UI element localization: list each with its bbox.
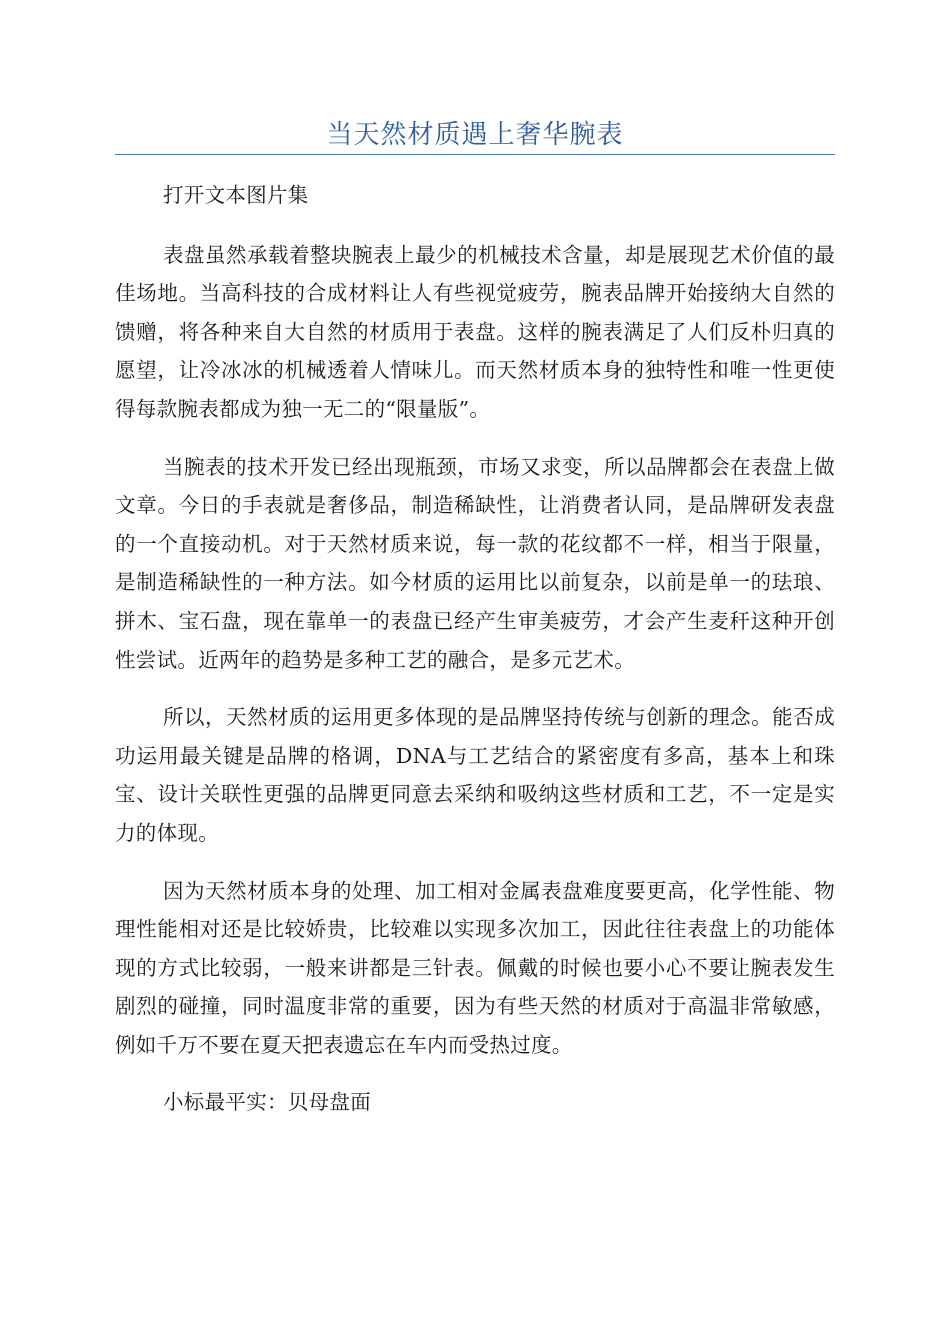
subheading: 小标最平实：贝母盘面 <box>163 1090 371 1115</box>
paragraph-1: 表盘虽然承载着整块腕表上最少的机械技术含量，却是展现艺术价值的最佳场地。当高科技的合成材料让人有些视觉疲劳，腕表品牌开始接纳大自然的馈赠，将各种来自大自然的材质用于表盘。这样的腕表满足了人们反朴归真的愿望，让冷冰冰的机械透着人情味儿。而天然材质本身的独特性和唯一性更使得每款腕表都成为独一无二的“限量版”。 <box>115 242 835 421</box>
paragraph-3: 所以，天然材质的运用更多体现的是品牌坚持传统与创新的理念。能否成功运用最关键是品牌的格调，DNA与工艺结合的紧密度有多高，基本上和珠宝、设计关联性更强的品牌更同意去采纳和吸纳这些材质和工艺，不一定是实力的体现。 <box>115 705 835 845</box>
title-underline <box>115 154 835 155</box>
paragraph-2: 当腕表的技术开发已经出现瓶颈，市场又求变，所以品牌都会在表盘上做文章。今日的手表就是奢侈品，制造稀缺性，让消费者认同，是品牌研发表盘的一个直接动机。对于天然材质来说，每一款的花纹都不一样，相当于限量，是制造稀缺性的一种方法。如今材质的运用比以前复杂，以前是单一的珐琅、拼木、宝石盘，现在靠单一的表盘已经产生审美疲劳，才会产生麦秆这种开创性尝试。近两年的趋势是多种工艺的融合，是多元艺术。 <box>115 454 835 672</box>
paragraph-4: 因为天然材质本身的处理、加工相对金属表盘难度要更高，化学性能、物理性能相对还是比较娇贵，比较难以实现多次加工，因此往往表盘上的功能体现的方式比较弱，一般来讲都是三针表。佩戴的时候也要小心不要让腕表发生剧烈的碰撞，同时温度非常的重要，因为有些天然的材质对于高温非常敏感，例如千万不要在夏天把表遗忘在车内而受热过度。 <box>115 878 835 1057</box>
document-title: 当天然材质遇上奢华腕表 <box>326 120 624 150</box>
gallery-link[interactable]: 打开文本图片集 <box>163 183 309 207</box>
document-page <box>115 0 835 1122</box>
